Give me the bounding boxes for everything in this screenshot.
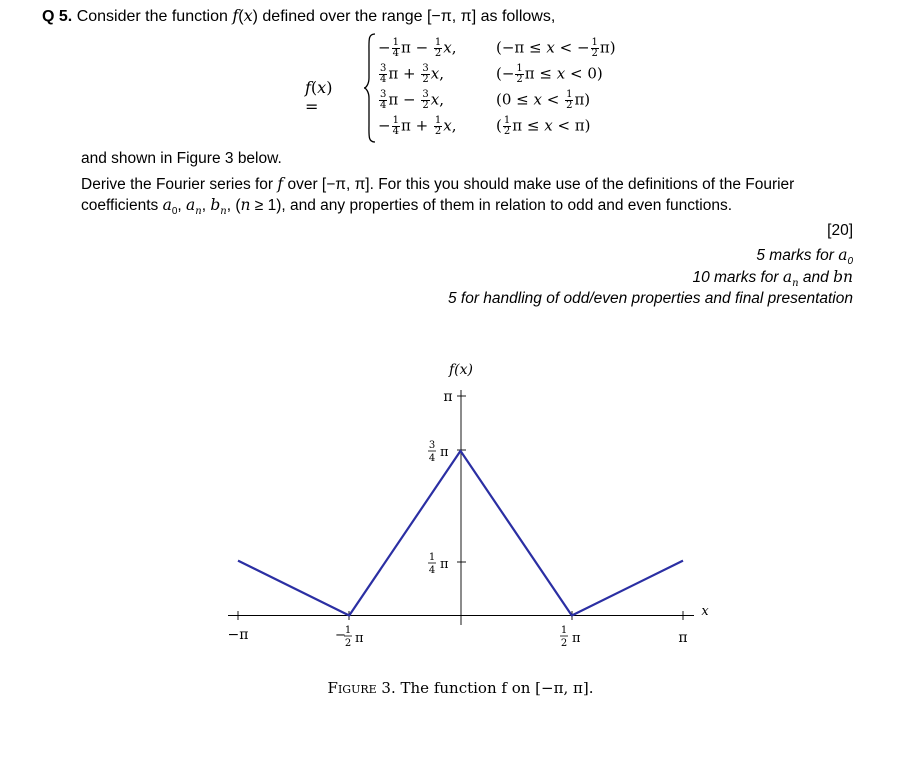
svg-text:2: 2 bbox=[560, 638, 568, 649]
y-tick-label-three-quarter-pi bbox=[428, 440, 449, 464]
y-axis-label: f(x) bbox=[448, 362, 474, 378]
svg-text:π: π bbox=[440, 557, 449, 572]
figure-caption bbox=[0, 679, 921, 697]
svg-text:π: π bbox=[440, 445, 449, 460]
svg-text:1: 1 bbox=[560, 625, 568, 636]
svg-text:π: π bbox=[572, 631, 581, 646]
svg-text:3: 3 bbox=[428, 440, 436, 451]
caption-prefix: Figure 3. bbox=[327, 679, 396, 697]
case-3: $\frac{3}{4}$ π − $\frac{3}{2}$ x, (0 ≤ x < $\frac{1}{2}$ π) bbox=[380, 89, 591, 111]
x-axis-label: x bbox=[701, 604, 709, 619]
svg-text:π: π bbox=[355, 631, 364, 646]
marks-a0: 5 marks for $a_0$ bbox=[756, 246, 853, 268]
x-tick-label-neg-half-pi bbox=[335, 625, 364, 649]
question-number: Q 5. bbox=[42, 8, 73, 25]
case-2: $\frac{3}{4}$ π + $\frac{3}{2}$ x, (− $\frac{1}{2}$ π ≤ x < 0) bbox=[380, 63, 603, 85]
marks-an-bn: 10 marks for $a_n$ and bn bbox=[692, 268, 853, 290]
x-tick-label-half-pi bbox=[560, 625, 581, 649]
case-4: − $\frac{1}{4}$ π + $\frac{1}{2}$ x, ( $\frac{1}{2}$ π ≤ x < π) bbox=[378, 115, 591, 137]
case-1: − $\frac{1}{4}$ π − $\frac{1}{2}$ x, (−π ≤ x < − $\frac{1}{2}$ π) bbox=[378, 37, 616, 59]
svg-text:1: 1 bbox=[344, 625, 352, 636]
svg-text:4: 4 bbox=[428, 565, 436, 576]
marks-odd-even: 5 for handling of odd/even properties and final presentation bbox=[447, 290, 853, 307]
question-header bbox=[42, 6, 555, 26]
total-marks: [20] bbox=[827, 222, 853, 239]
svg-text:−: − bbox=[335, 628, 346, 643]
equation-lhs: f(x) = bbox=[305, 78, 333, 116]
svg-text:1: 1 bbox=[428, 552, 436, 563]
y-tick-label-quarter-pi bbox=[428, 552, 449, 576]
function-line bbox=[238, 451, 683, 616]
question-intro: Consider the function f(x) defined over the range [−π, π] as follows, bbox=[76, 6, 556, 25]
svg-text:4: 4 bbox=[428, 453, 436, 464]
figure-3-chart bbox=[0, 350, 921, 660]
x-tick-label-neg-pi: −π bbox=[227, 627, 249, 643]
y-tick-label-pi: π bbox=[443, 389, 453, 405]
svg-text:2: 2 bbox=[344, 638, 352, 649]
x-tick-label-pi: π bbox=[678, 630, 688, 646]
caption-text: The function f on [−π, π]. bbox=[400, 679, 594, 697]
derive-paragraph: Derive the Fourier series for f over [−π, π]. For this you should make use of the definitions of the Fourier coefficients $a_0$, $a_n$, $b_n$, (n ≥ 1), and any properties of them in relation to odd and even functions. bbox=[81, 175, 795, 218]
left-brace bbox=[363, 32, 377, 144]
shown-text: and shown in Figure 3 below. bbox=[81, 150, 282, 167]
